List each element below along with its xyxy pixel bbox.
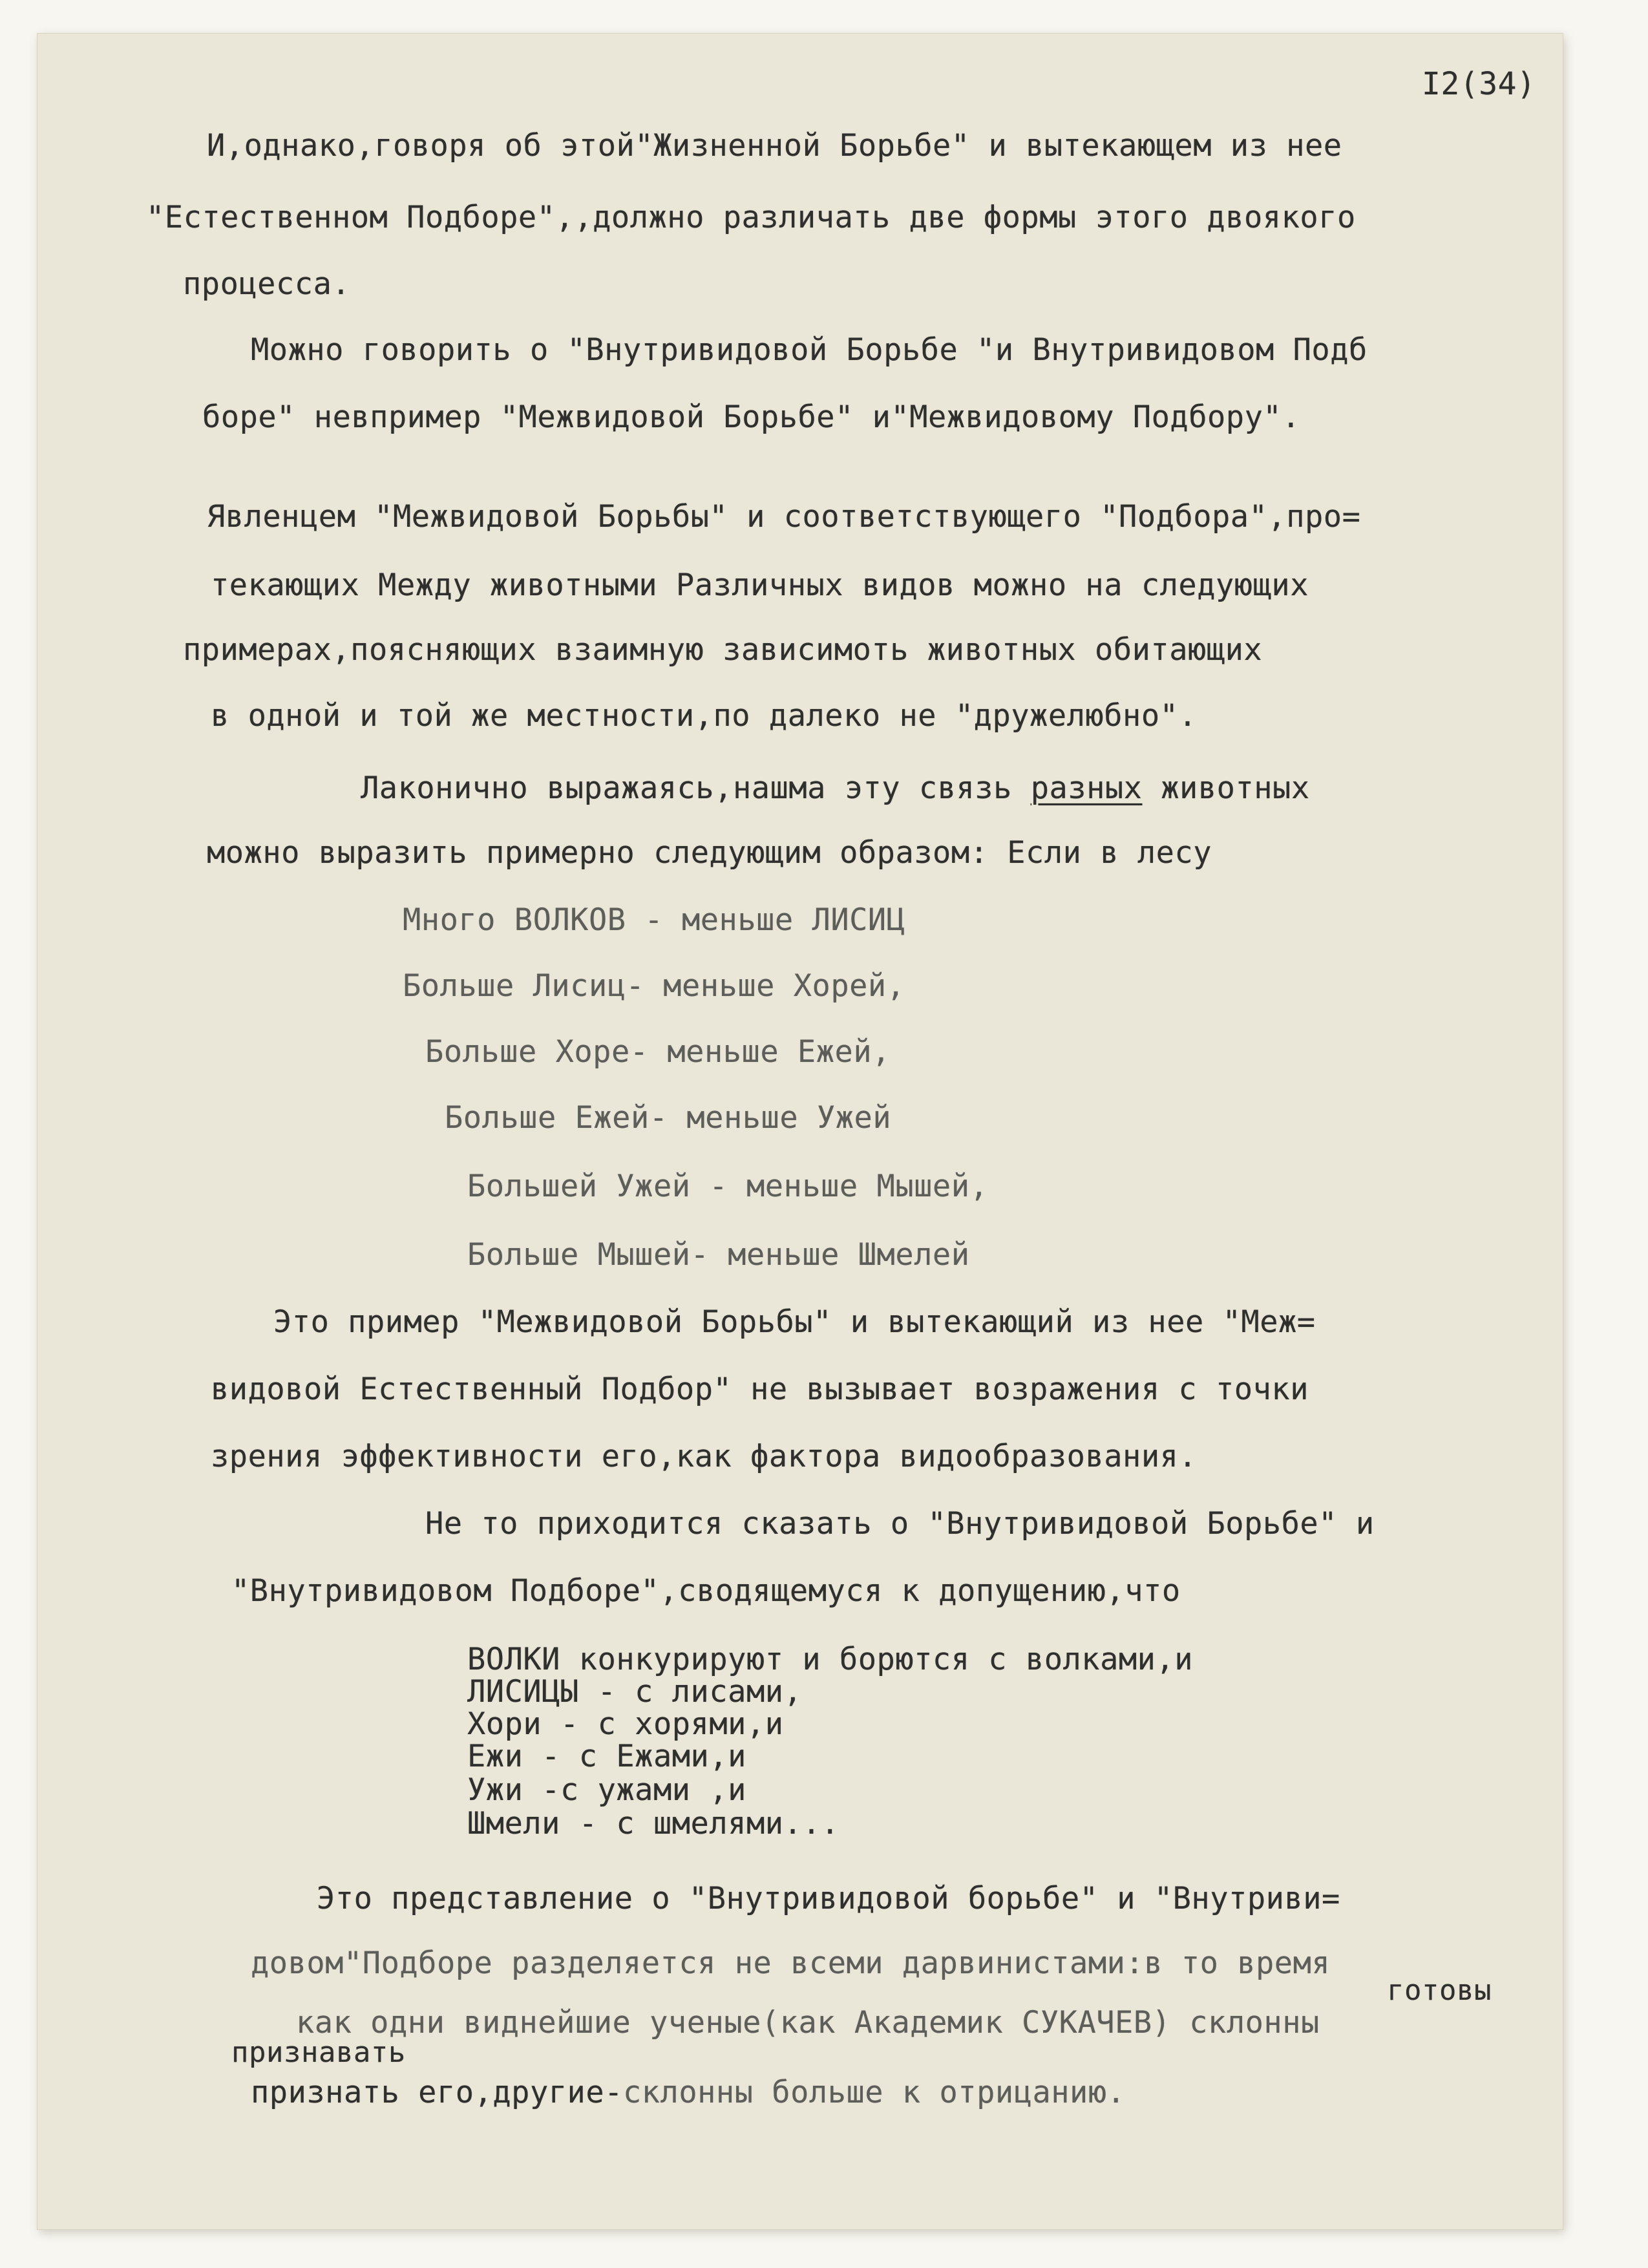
list-line-4: Ежи - с Ежами,и [467, 1739, 746, 1774]
list-line-6: Шмели - с шмелями... [467, 1806, 840, 1841]
paragraph3-line2: текающих Между животными Различных видов можно на следующих [211, 567, 1309, 603]
inserted-word-priznavat: признавать [231, 2036, 406, 2069]
struck-word-2: склонны [1189, 2005, 1320, 2040]
paragraph4-line1 [361, 770, 1310, 806]
chain-line-3: Больше Хоре- меньше Ежей, [425, 1034, 891, 1070]
list-line-3: Хори - с хорями,и [467, 1706, 784, 1742]
paragraph3-line4: в одной и той же местности,по далеко не "дружелюбно". [211, 698, 1198, 734]
paragraph7-line5-tail: склонны больше к отрицанию. [622, 2075, 1126, 2110]
paragraph7-line3 [296, 2005, 1320, 2040]
struck-word-3: признать [251, 2075, 400, 2110]
inserted-word-gotovy: готовы [1387, 1974, 1492, 2007]
document-page [37, 34, 1563, 2229]
paragraph6-line1: Не то приходится сказать о "Внутривидовой Борьбе" и [425, 1506, 1375, 1542]
chain-line-6: Больше Мышей- меньше Шмелей [467, 1237, 970, 1273]
paragraph7-line5 [251, 2077, 1125, 2108]
paragraph4-text-start: Лаконично выражаясь, [361, 770, 733, 806]
paragraph5-line1: Это пример "Межвидовой Борьбы" и вытекающий из нее "Меж= [273, 1304, 1316, 1340]
underlined-word: разных [1030, 770, 1143, 806]
paragraph4-text-end: животных [1142, 770, 1310, 806]
paragraph2-line1: Можно говорить о "Внутривидовой Борьбе "и Внутривидовом Подб [251, 332, 1368, 368]
paragraph1-line3: процесса. [183, 266, 351, 302]
paragraph1-line2: "Естественном Подборе",,должно различать две формы этого двоякого [146, 200, 1356, 235]
paragraph3-line3: примерах,поясняющих взаимную зависимоть животных обитающих [183, 632, 1263, 668]
paragraph7-line1: Это представление о "Внутривидовой борьбе" и "Внутриви= [317, 1881, 1340, 1916]
paragraph7-line5-text: его,другие- [399, 2075, 623, 2110]
chain-line-2: Больше Лисиц- меньше Хорей, [403, 968, 905, 1004]
chain-line-1: Много ВОЛКОВ - меньше ЛИСИЦ [403, 902, 905, 938]
paragraph1-line1: И,однако,говоря об этой"Жизненной Борьбе" и вытекающем из нее [207, 128, 1342, 164]
list-line-2: ЛИСИЦЫ - с лисами, [467, 1674, 803, 1710]
chain-line-4: Больше Ежей- меньше Ужей [445, 1100, 892, 1136]
paragraph6-line2: "Внутривидовом Подборе",сводящемуся к допущению,что [231, 1573, 1181, 1609]
paragraph4-text-middle: эту связь [825, 770, 1031, 806]
list-line-1: ВОЛКИ конкурируют и борются с волками,и [467, 1642, 1194, 1677]
paragraph5-line3: зрения эффективности его,как фактора видообразования. [211, 1439, 1198, 1474]
struck-word: нашма [732, 770, 826, 806]
page-number: I2(34) [1422, 66, 1536, 102]
paragraph7-line2: довом"Подборе разделяется не всеми дарвинистами:в то время [251, 1945, 1331, 1981]
paragraph2-line2: боре" невпример "Межвидовой Борьбе" и"Межвидовому Подбору". [202, 399, 1300, 435]
list-line-5: Ужи -с ужами ,и [467, 1772, 746, 1808]
paragraph5-line2: видовой Естественный Подбор" не вызывает возражения с точки [211, 1372, 1309, 1407]
paragraph7-line3-text: как одни виднейшие ученые(как Академик СУКАЧЕВ) [296, 2005, 1190, 2040]
paragraph4-line2: можно выразить примерно следующим образом: Если в лесу [207, 835, 1212, 871]
chain-line-5: Большей Ужей - меньше Мышей, [467, 1169, 989, 1204]
paragraph3-line1: Явленцем "Межвидовой Борьбы" и соответствующего "Подбора",про= [207, 499, 1361, 535]
